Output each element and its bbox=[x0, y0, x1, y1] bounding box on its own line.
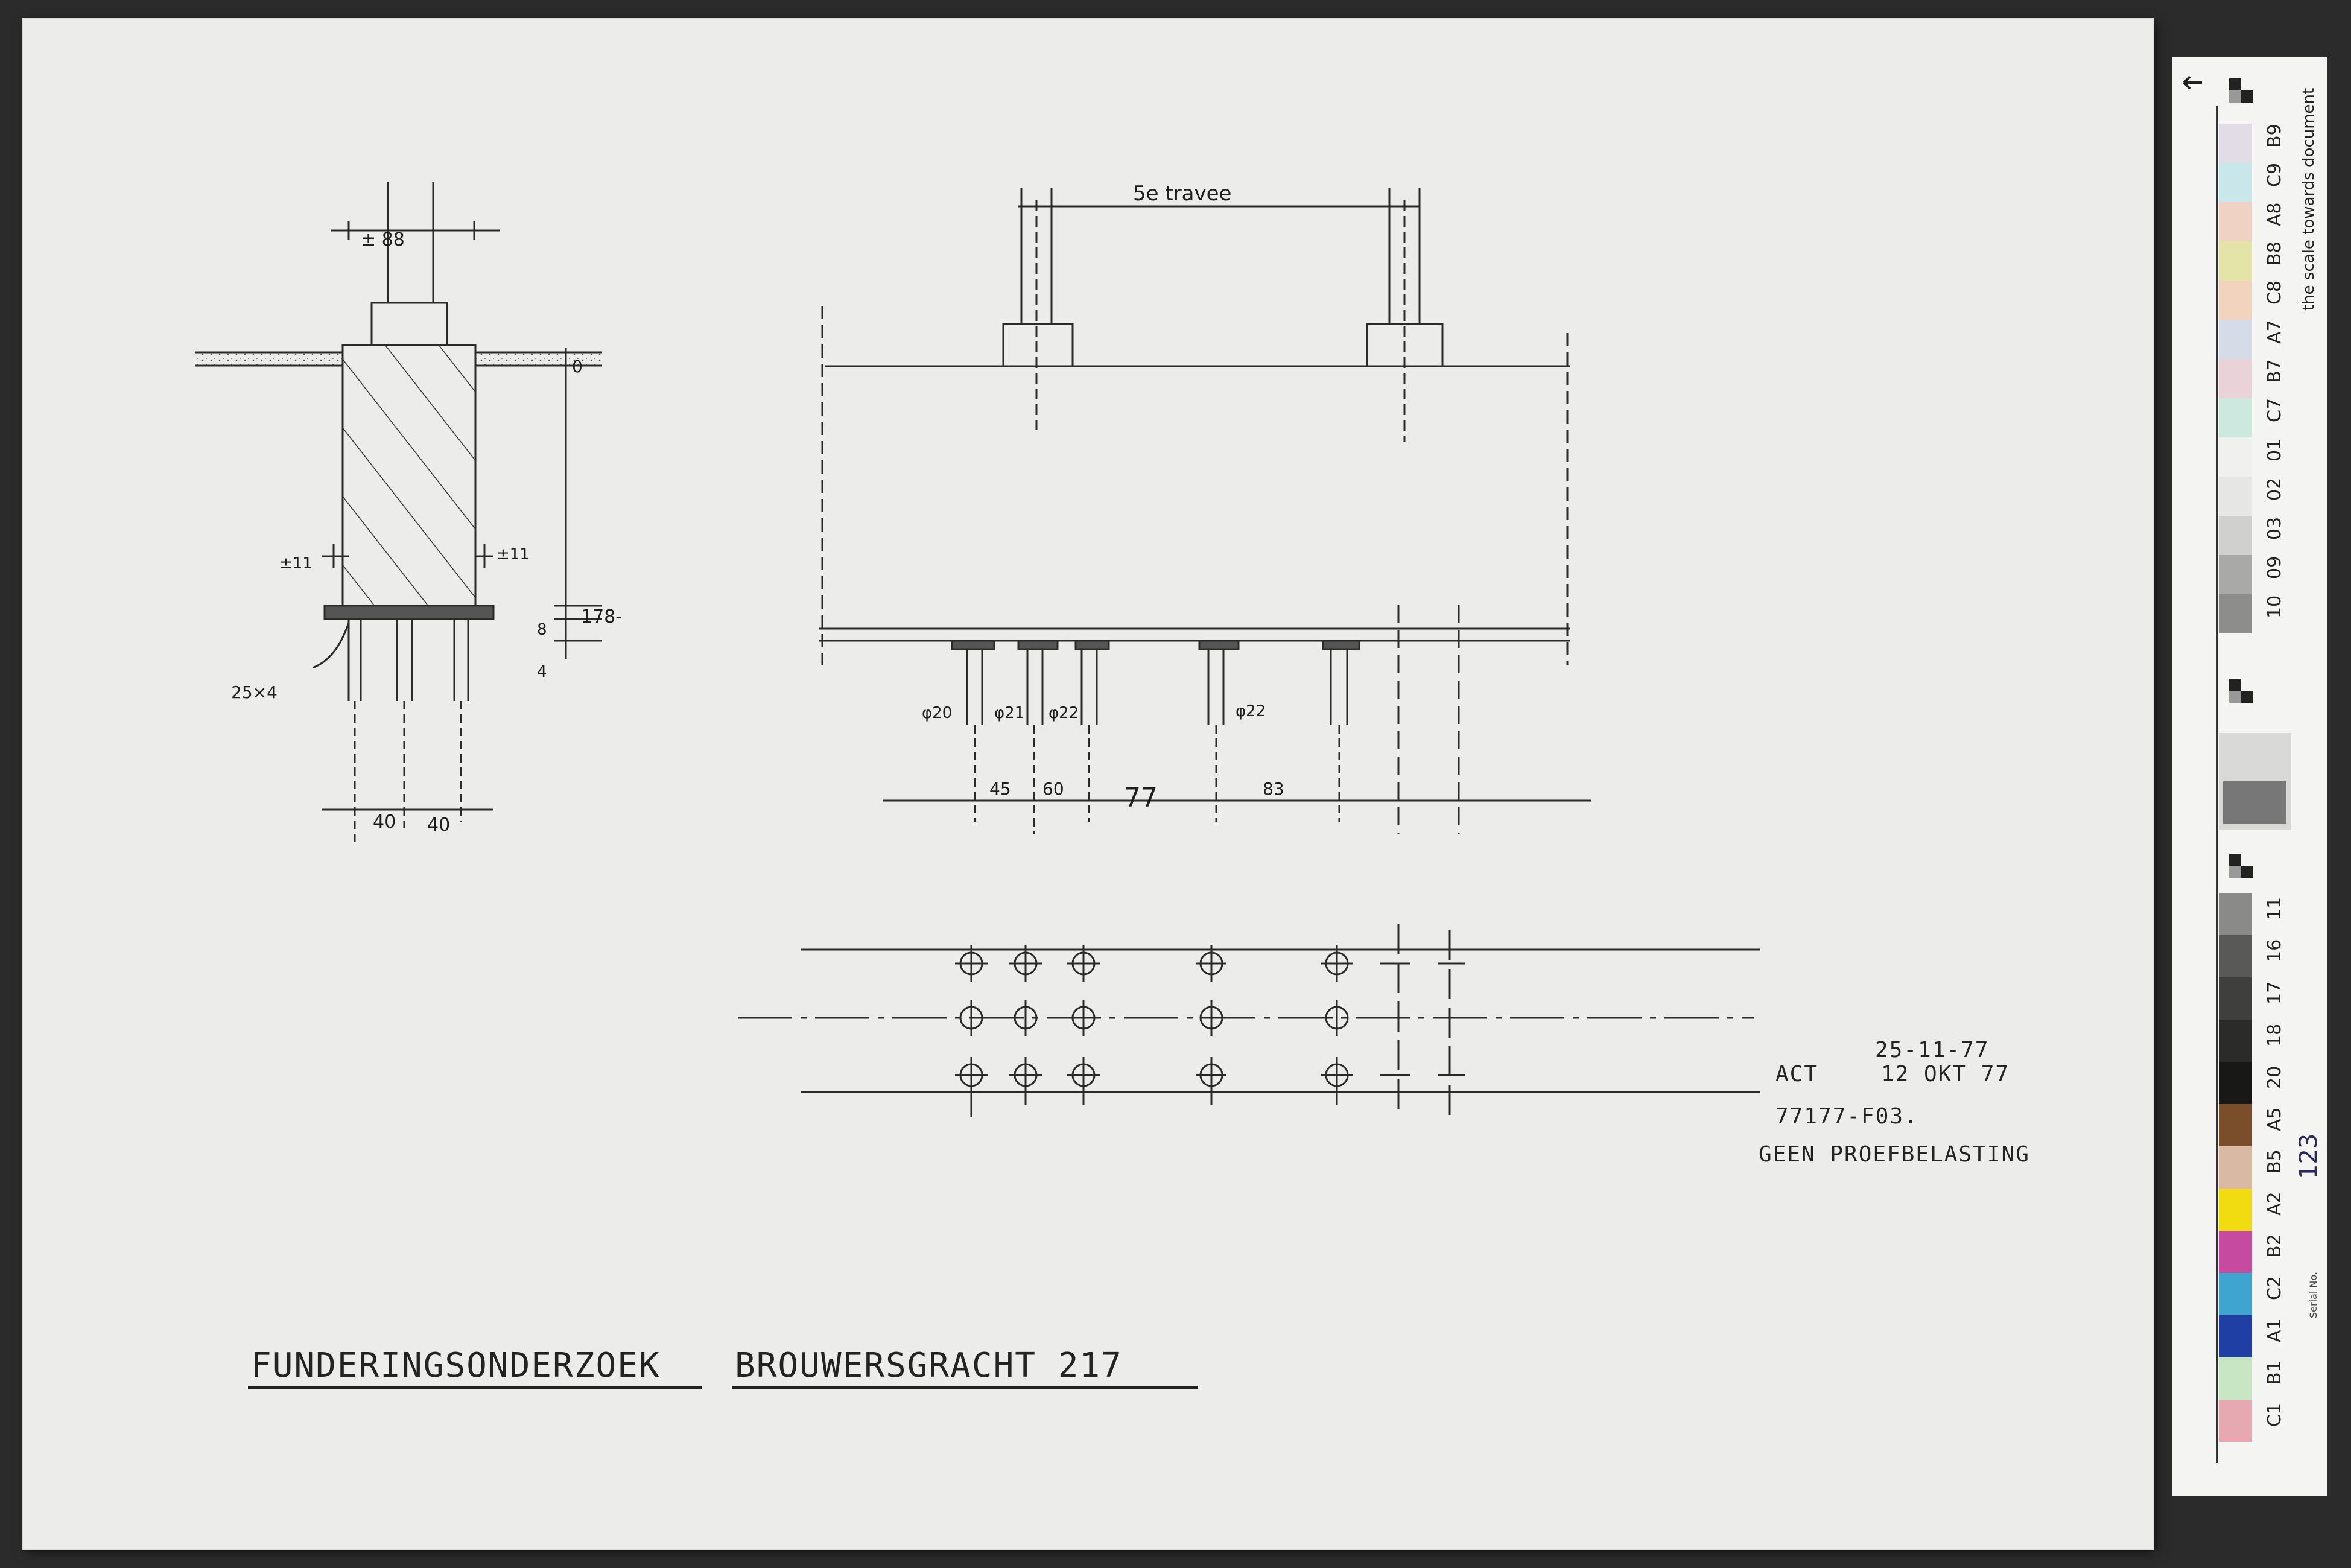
pile-diameter-1: φ20 bbox=[922, 704, 953, 722]
patch-label-A2: A2 bbox=[2264, 1192, 2285, 1216]
colour-chart bbox=[2172, 57, 2327, 1496]
patch-label-18: 18 bbox=[2264, 1023, 2285, 1047]
date-handwritten: 25-11-77 bbox=[1875, 1038, 1990, 1062]
handwritten-serial-number: 123 bbox=[2295, 1133, 2323, 1179]
patch-label-B8: B8 bbox=[2264, 241, 2285, 265]
spacing-60: 60 bbox=[1042, 779, 1064, 799]
pile-spacing-right: 40 bbox=[427, 814, 451, 836]
technical-drawing bbox=[23, 19, 2153, 1549]
left-level-label: ±11 bbox=[279, 554, 313, 573]
patch-label-C7: C7 bbox=[2264, 398, 2285, 422]
spacing-77: 77 bbox=[1124, 782, 1158, 813]
spacing-45: 45 bbox=[989, 779, 1011, 799]
right-level-label: ±11 bbox=[497, 545, 530, 563]
patch-label-09: 09 bbox=[2264, 556, 2285, 579]
patch-label-10: 10 bbox=[2264, 595, 2285, 618]
depth-dimension: 178- bbox=[581, 606, 623, 627]
patch-label-A1: A1 bbox=[2264, 1318, 2285, 1342]
patch-label-B2: B2 bbox=[2264, 1234, 2285, 1258]
patch-label-03: 03 bbox=[2264, 516, 2285, 540]
patch-label-B9: B9 bbox=[2264, 124, 2285, 148]
patch-label-11: 11 bbox=[2264, 897, 2285, 920]
span-label: 5e travee bbox=[1133, 182, 1232, 206]
pile-plan bbox=[738, 924, 1760, 1123]
act-date: 12 OKT 77 bbox=[1881, 1062, 2010, 1087]
colour-reference-strip bbox=[2172, 57, 2327, 1496]
pile-diameter-4: φ22 bbox=[1236, 702, 1266, 720]
pile-diameter-3: φ22 bbox=[1049, 704, 1079, 722]
pile-spacing-left: 40 bbox=[373, 811, 396, 833]
reference-number: 77177-F03. bbox=[1775, 1104, 1918, 1129]
patch-label-20: 20 bbox=[2264, 1065, 2285, 1089]
patch-label-17: 17 bbox=[2264, 981, 2285, 1005]
foundation-elevation bbox=[819, 188, 1591, 834]
foundation-section bbox=[195, 182, 602, 846]
ground-level-label: 0 bbox=[572, 357, 583, 376]
act-label: ACT bbox=[1775, 1062, 1819, 1087]
top-width-dimension: ± 88 bbox=[361, 229, 405, 250]
patch-label-C2: C2 bbox=[2264, 1275, 2285, 1300]
patch-label-C8: C8 bbox=[2264, 280, 2285, 305]
patch-label-B1: B1 bbox=[2264, 1360, 2285, 1385]
scale-caption: the scale towards document bbox=[2300, 87, 2318, 311]
patch-label-B5: B5 bbox=[2264, 1149, 2285, 1173]
dim-4-label: 4 bbox=[537, 663, 547, 681]
patch-label-A7: A7 bbox=[2264, 320, 2285, 344]
patch-label-01: 01 bbox=[2264, 438, 2285, 462]
patch-label-A5: A5 bbox=[2264, 1107, 2285, 1131]
bottom-colour-patches bbox=[2219, 1104, 2252, 1442]
top-colour-patches bbox=[2219, 124, 2252, 633]
patch-label-A8: A8 bbox=[2264, 202, 2285, 226]
serial-no-label: Serial No. bbox=[2308, 1272, 2319, 1318]
patch-label-C1: C1 bbox=[2264, 1402, 2285, 1427]
drawing-sheet bbox=[23, 19, 2153, 1549]
pile-diameter-2: φ21 bbox=[994, 704, 1025, 722]
no-load-test-note: GEEN PROEFBELASTING bbox=[1759, 1142, 2030, 1167]
spacing-83: 83 bbox=[1263, 779, 1284, 799]
patch-label-C9: C9 bbox=[2264, 162, 2285, 187]
title-part-2: BROUWERSGRACHT 217 bbox=[735, 1346, 1123, 1385]
title-part-1: FUNDERINGSONDERZOEK bbox=[251, 1346, 661, 1385]
patch-label-16: 16 bbox=[2264, 939, 2285, 962]
gray-patches bbox=[2219, 893, 2252, 1104]
dim-8-label: 8 bbox=[537, 621, 547, 639]
beam-size-label: 25×4 bbox=[231, 682, 278, 702]
patch-label-02: 02 bbox=[2264, 477, 2285, 501]
patch-label-B7: B7 bbox=[2264, 359, 2285, 383]
